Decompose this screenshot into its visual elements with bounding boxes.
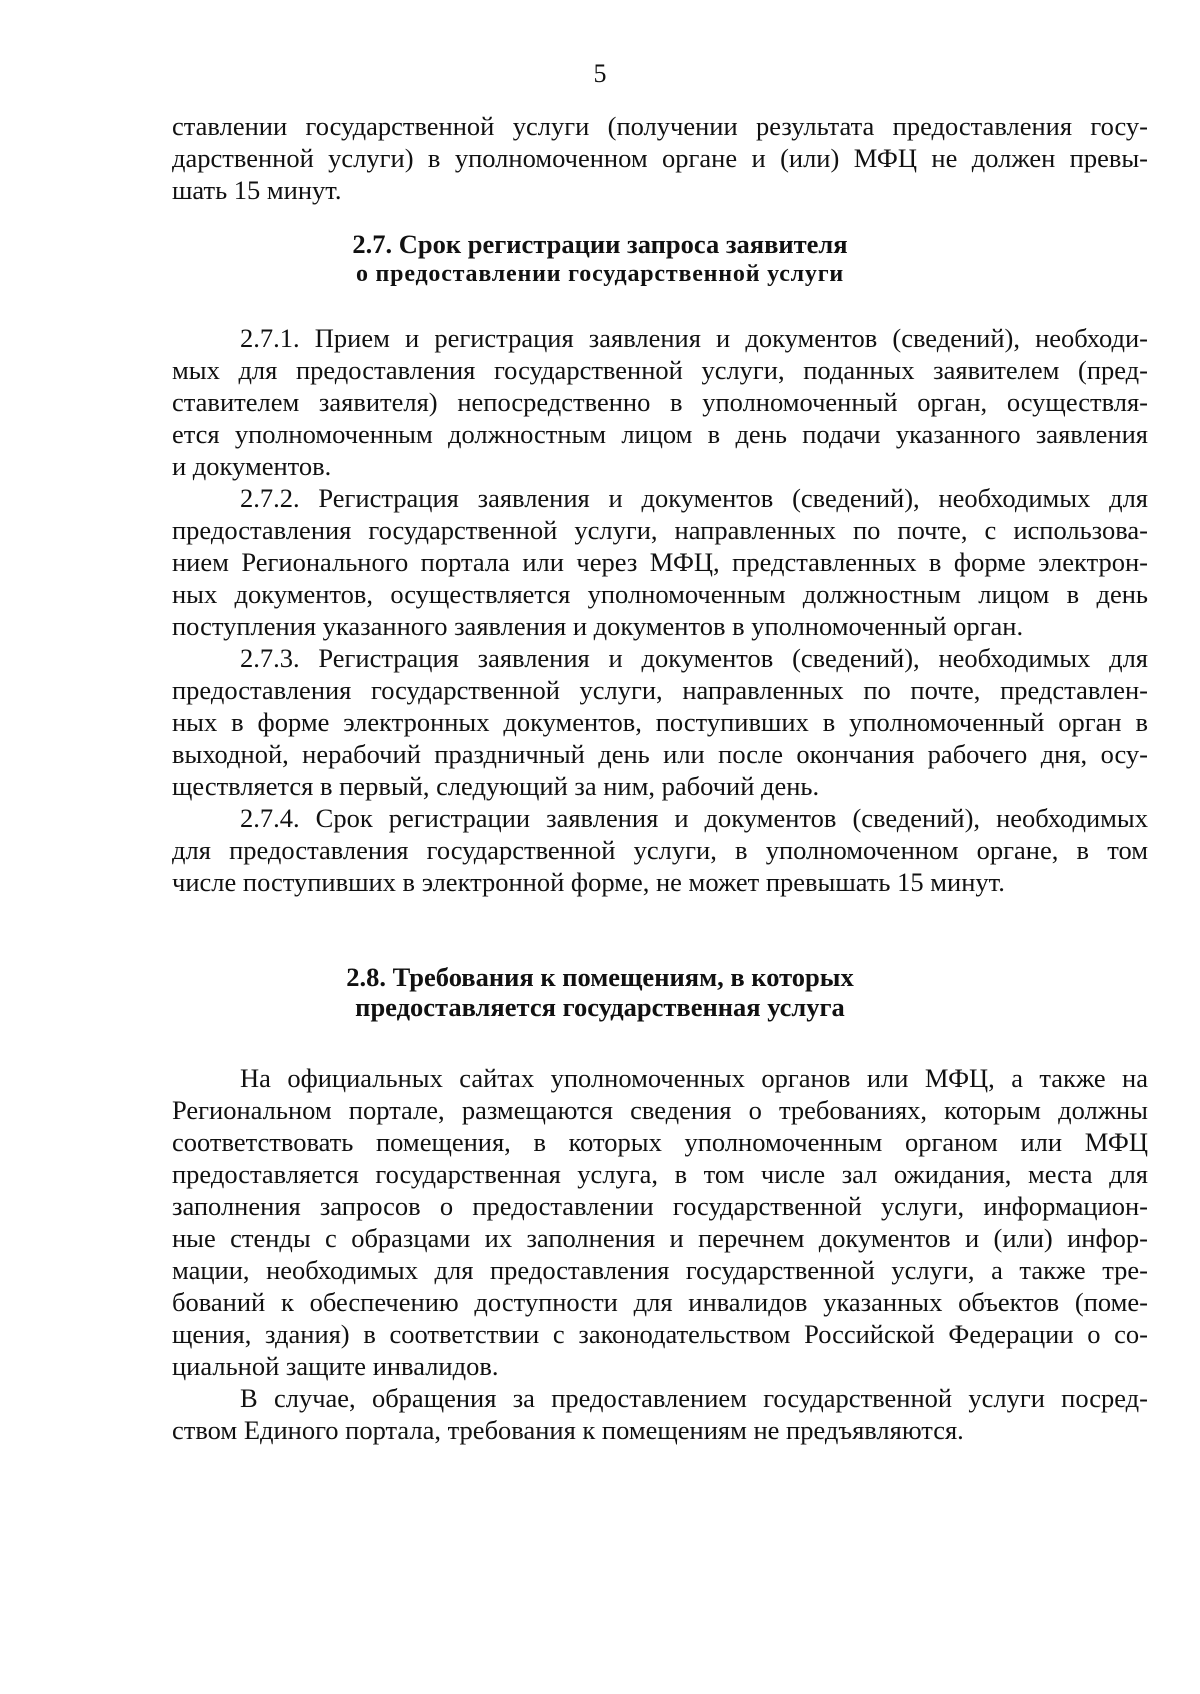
text-line: ществляется в первый, следующий за ним, рабочий день. bbox=[172, 771, 820, 801]
text-line: числе поступивших в электронной форме, не может превышать 15 минут. bbox=[172, 867, 1005, 897]
paragraph-2-8-1 bbox=[172, 1062, 1148, 1382]
section-heading-subtitle: о предоставлении государственной услуги bbox=[355, 261, 845, 287]
text-line: шать 15 минут. bbox=[172, 175, 342, 205]
text-line: дарственной услуги) в уполномоченном органе и (или) МФЦ не должен превы- bbox=[172, 143, 1148, 173]
text-line: ных документов, осуществляется уполномоченным должностным лицом в день bbox=[172, 579, 1148, 609]
text-line: 2.7.4. Срок регистрации заявления и документов (сведений), необходимых bbox=[240, 803, 1148, 833]
text-line: ставлении государственной услуги (получении результата предоставления госу- bbox=[172, 111, 1148, 141]
intro-paragraph bbox=[172, 110, 1148, 206]
text-line: и документов. bbox=[172, 451, 332, 481]
text-line: выходной, нерабочий праздничный день или после окончания рабочего дня, осу- bbox=[172, 739, 1148, 769]
text-line: нием Регионального портала или через МФЦ, представленных в форме электрон- bbox=[172, 547, 1148, 577]
paragraph-2-7-4 bbox=[172, 802, 1148, 898]
text-line: циальной защите инвалидов. bbox=[172, 1351, 499, 1381]
text-line: мации, необходимых для предоставления государственной услуги, а также тре- bbox=[172, 1255, 1148, 1285]
text-line: 2.7.2. Регистрация заявления и документов (сведений), необходимых для bbox=[240, 483, 1148, 513]
text-line: ством Единого портала, требования к помещениям не предъявляются. bbox=[172, 1415, 964, 1445]
text-line: заполнения запросов о предоставлении государственной услуги, информацион- bbox=[172, 1191, 1148, 1221]
section-heading-title: 2.7. Срок регистрации запроса заявителя bbox=[352, 229, 848, 259]
text-line: ных в форме электронных документов, поступивших в уполномоченный орган в bbox=[172, 707, 1148, 737]
text-line: 2.7.1. Прием и регистрация заявления и документов (сведений), необходи- bbox=[240, 323, 1148, 353]
section-heading-subtitle: предоставляется государственная услуга bbox=[355, 992, 845, 1022]
text-line: На официальных сайтах уполномоченных органов или МФЦ, а также на bbox=[240, 1063, 1148, 1093]
text-line: ставителем заявителя) непосредственно в уполномоченный орган, осуществля- bbox=[172, 387, 1148, 417]
paragraph-2-7-1 bbox=[172, 322, 1148, 482]
text-line: соответствовать помещения, в которых уполномоченным органом или МФЦ bbox=[172, 1127, 1148, 1157]
text-line: ется уполномоченным должностным лицом в день подачи указанного заявления bbox=[172, 419, 1148, 449]
section-2-8-heading bbox=[0, 962, 1200, 1022]
text-line: предоставления государственной услуги, направленных по почте, представлен- bbox=[172, 675, 1148, 705]
text-line: предоставляется государственная услуга, в том числе зал ожидания, места для bbox=[172, 1159, 1148, 1189]
page-number: 5 bbox=[593, 59, 607, 88]
paragraph-2-8-2 bbox=[172, 1382, 1148, 1446]
text-line: бований к обеспечению доступности для инвалидов указанных объектов (поме- bbox=[172, 1287, 1148, 1317]
text-line: мых для предоставления государственной услуги, поданных заявителем (пред- bbox=[172, 355, 1148, 385]
text-line: Региональном портале, размещаются сведения о требованиях, которым должны bbox=[172, 1095, 1148, 1125]
paragraph-2-7-2 bbox=[172, 482, 1148, 642]
text-line: поступления указанного заявления и документов в уполномоченный орган. bbox=[172, 611, 1024, 641]
paragraph-2-7-3 bbox=[172, 642, 1148, 802]
text-line: 2.7.3. Регистрация заявления и документов (сведений), необходимых для bbox=[240, 643, 1148, 673]
text-line: предоставления государственной услуги, направленных по почте, с использова- bbox=[172, 515, 1148, 545]
section-heading-title: 2.8. Требования к помещениям, в которых bbox=[346, 962, 854, 992]
text-line: В случае, обращения за предоставлением государственной услуги посред- bbox=[240, 1383, 1148, 1413]
text-line: ные стенды с образцами их заполнения и перечнем документов и (или) инфор- bbox=[172, 1223, 1148, 1253]
text-line: для предоставления государственной услуги, в уполномоченном органе, в том bbox=[172, 835, 1148, 865]
text-line: щения, здания) в соответствии с законодательством Российской Федерации о со- bbox=[172, 1319, 1148, 1349]
section-2-7-heading bbox=[0, 229, 1200, 289]
